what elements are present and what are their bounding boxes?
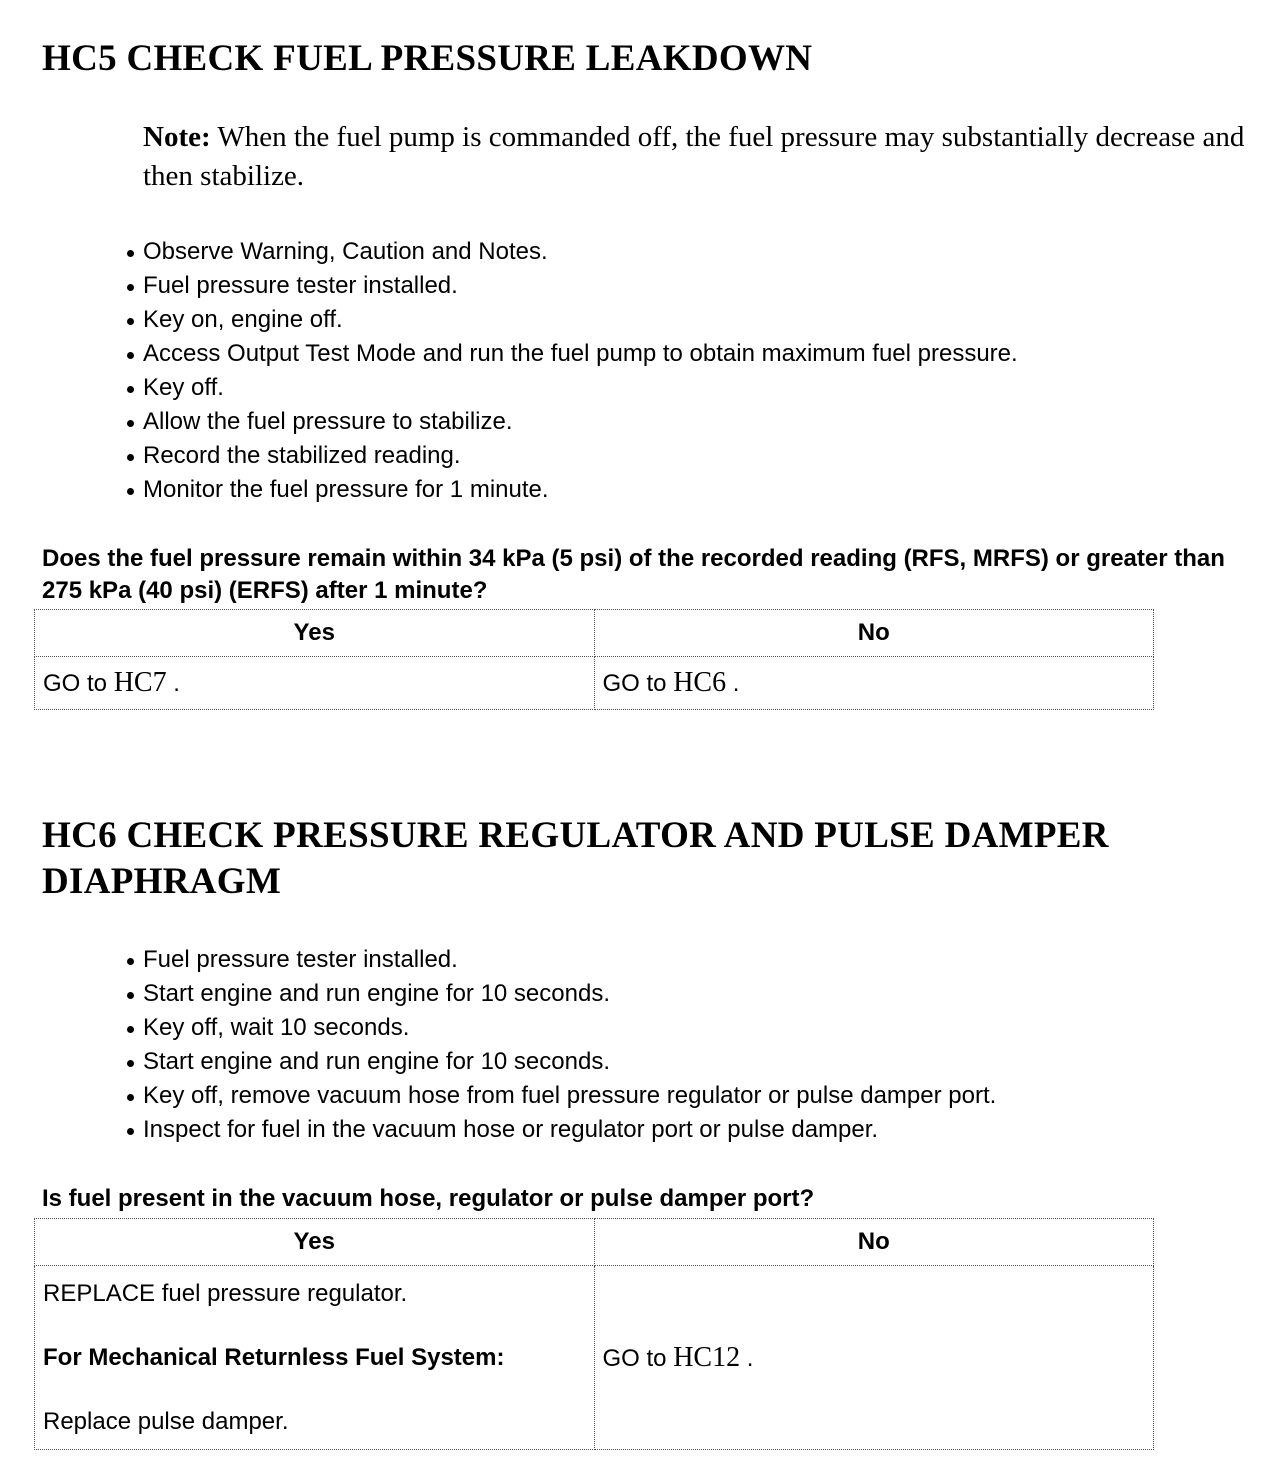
hc6-heading-line2: DIAPHRAGM bbox=[42, 861, 282, 902]
period: . bbox=[740, 1344, 754, 1372]
period: . bbox=[166, 670, 180, 697]
hc5-note bbox=[143, 118, 1253, 196]
go-to-text: GO to bbox=[602, 670, 674, 697]
hc6-step-list bbox=[124, 943, 996, 1147]
period: . bbox=[726, 670, 740, 697]
list-item: Observe Warning, Caution and Notes. bbox=[124, 235, 1018, 269]
no-header: No bbox=[594, 1219, 1154, 1266]
list-item: Allow the fuel pressure to stabilize. bbox=[124, 405, 1018, 439]
list-item: Start engine and run engine for 10 seconds. bbox=[124, 977, 996, 1011]
hc6-question: Is fuel present in the vacuum hose, regulator or pulse damper port? bbox=[42, 1185, 815, 1212]
hc6-heading-line1: HC6 CHECK PRESSURE REGULATOR AND PULSE DAMPER bbox=[42, 815, 1109, 856]
go-to-text: GO to bbox=[602, 1344, 674, 1372]
hc5-question: Does the fuel pressure remain within 34 kPa (5 psi) of the recorded reading (RFS, MRFS) or greater than 275 kPa (40 psi) (ERFS) after 1 minute? bbox=[42, 545, 1225, 604]
note-text: When the fuel pump is commanded off, the fuel pressure may substantially decrease and then stabilize. bbox=[143, 121, 1245, 192]
table-row bbox=[35, 1266, 1154, 1450]
list-item: Record the stabilized reading. bbox=[124, 439, 1018, 473]
yes-header: Yes bbox=[35, 610, 595, 657]
replace-object: fuel pressure regulator. bbox=[155, 1279, 408, 1307]
no-cell bbox=[594, 1266, 1154, 1450]
list-item: Access Output Test Mode and run the fuel pump to obtain maximum fuel pressure. bbox=[124, 337, 1018, 371]
replace-pulse-damper-text: Replace pulse damper. bbox=[43, 1407, 289, 1435]
list-item: Fuel pressure tester installed. bbox=[124, 943, 996, 977]
list-item: Key on, engine off. bbox=[124, 303, 1018, 337]
list-item: Monitor the fuel pressure for 1 minute. bbox=[124, 473, 1018, 507]
list-item: Key off, remove vacuum hose from fuel pressure regulator or pulse damper port. bbox=[124, 1079, 996, 1113]
list-item: Start engine and run engine for 10 seconds. bbox=[124, 1045, 996, 1079]
table-header-row bbox=[35, 610, 1154, 657]
go-to-text: GO to bbox=[43, 670, 114, 697]
replace-word: REPLACE bbox=[43, 1279, 156, 1307]
hc6-link[interactable]: HC6 bbox=[673, 667, 727, 698]
hc5-heading: HC5 CHECK FUEL PRESSURE LEAKDOWN bbox=[42, 38, 813, 79]
list-item: Fuel pressure tester installed. bbox=[124, 269, 1018, 303]
no-header: No bbox=[594, 610, 1154, 657]
no-cell bbox=[594, 657, 1154, 710]
hc12-link[interactable]: HC12 bbox=[673, 1341, 741, 1373]
hc5-result-table bbox=[34, 609, 1154, 710]
list-item: Inspect for fuel in the vacuum hose or regulator port or pulse damper. bbox=[124, 1113, 996, 1147]
yes-cell bbox=[35, 1266, 595, 1450]
hc5-step-list bbox=[124, 235, 1018, 507]
table-header-row bbox=[35, 1219, 1154, 1266]
list-item: Key off. bbox=[124, 371, 1018, 405]
yes-cell bbox=[35, 657, 595, 710]
mechanical-returnless-label: For Mechanical Returnless Fuel System: bbox=[43, 1343, 505, 1371]
hc6-heading bbox=[42, 813, 1109, 905]
list-item: Key off, wait 10 seconds. bbox=[124, 1011, 996, 1045]
table-row bbox=[35, 657, 1154, 710]
replace-regulator-text bbox=[43, 1278, 586, 1310]
hc6-result-table bbox=[34, 1218, 1154, 1450]
hc7-link[interactable]: HC7 bbox=[113, 667, 167, 698]
note-label: Note: bbox=[143, 121, 211, 153]
yes-header: Yes bbox=[35, 1219, 595, 1266]
